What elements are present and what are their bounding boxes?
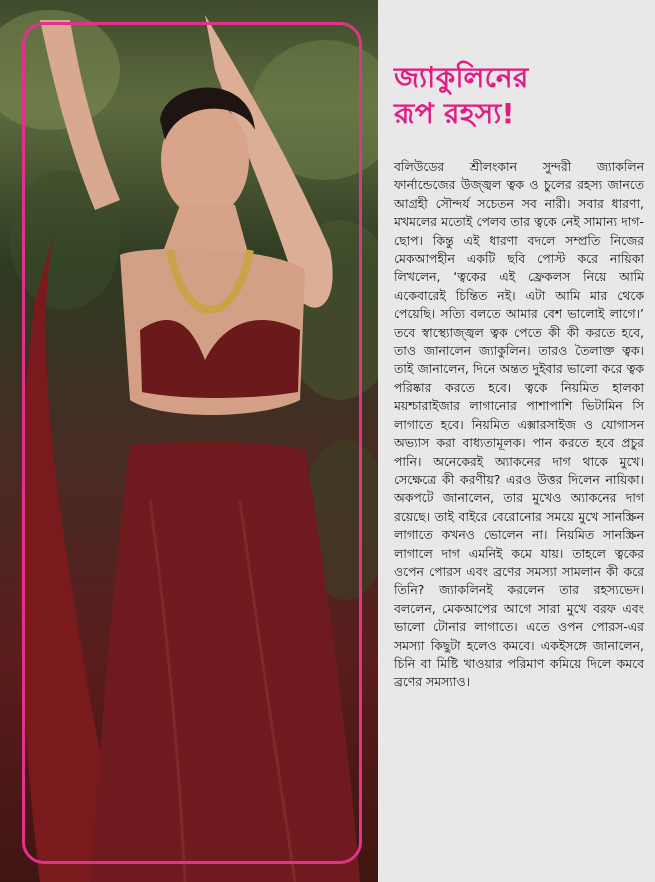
article-headline: জ্যাকুলিনের রূপ রহস্য!: [394, 61, 529, 130]
photo-frame: [22, 22, 362, 864]
article-body: বলিউডের শ্রীলংকান সুন্দরী জ্যাকলিন ফার্নান্ডেজের উজ্জ্বল ত্বক ও চুলের রহস্য জানতে আগ্রহী সৌন্দর্য সচেতন সব নারী। সবার ধারণা, মখমলের মতোই পেলব তার ত্বকে নেই সামান্য দাগ-ছোপ। কিন্তু এই ধারণা বদলে সম্প্রতি নিজের মেকআপহীন একটি ছবি পোস্ট করে নায়িকা লিখলেন, ‘ত্বকের এই ফ্রেকলস নিয়ে আমি একেবারেই চিন্তিত নই। এটা আমি মার থেকে পেয়েছি। সত্যি বলতে আমার বেশ ভালোই লাগে।’ তবে স্বাস্থ্যোজ্জ্বল ত্বক পেতে কী কী করতে হবে, তাও জানালেন জ্যাকুলিন। তারও তৈলাক্ত ত্বক। তাই জানালেন, দিনে অন্তত দুইবার ভালো করে ত্বক পরিষ্কার করতে হবে। ত্বকে নিয়মিত হালকা ময়শ্চারাইজার লাগানোর পাশাপাশি ভিটামিন সি লাগাতে হবে। নিয়মিত এক্সারসাইজ ও যোগাসন অভ্যাস করা বাধ্যতামূলক। পান করতে হবে প্রচুর পানি। অনেকেরই অ্যাকনের দাগ থাকে মুখে। সেক্ষেত্রে কী করণীয়? এরও উত্তর দিলেন নায়িকা। অকপটে জানালেন, তার মুখেও অ্যাকনের দাগ রয়েছে। তাই বাইরে বেরোনোর সময়ে মুখে সানস্ক্রিন লাগাতে কখনও ভোলেন না। নিয়মিত সানস্ক্রিন লাগালে দাগ এমনিই কমে যায়। তাহলে ত্বকের ওপেন পোরস এবং ব্রণের সমস্যা সামলান কী করে তিনি? জ্যাকলিনই করলেন তার রহস্যভেদ। বললেন, মেকআপের আগে সারা মুখে বরফ এবং ভালো টোনার লাগাতে। এতে ওপন পোরস-এর সমস্যা কিছুটা হলেও কমবে। একইসঙ্গে জানালেন, চিনি বা মিষ্টি খাওয়ার পরিমাণ কমিয়ে দিলে কমবে ব্রণের সমস্যাও।: [394, 159, 644, 690]
